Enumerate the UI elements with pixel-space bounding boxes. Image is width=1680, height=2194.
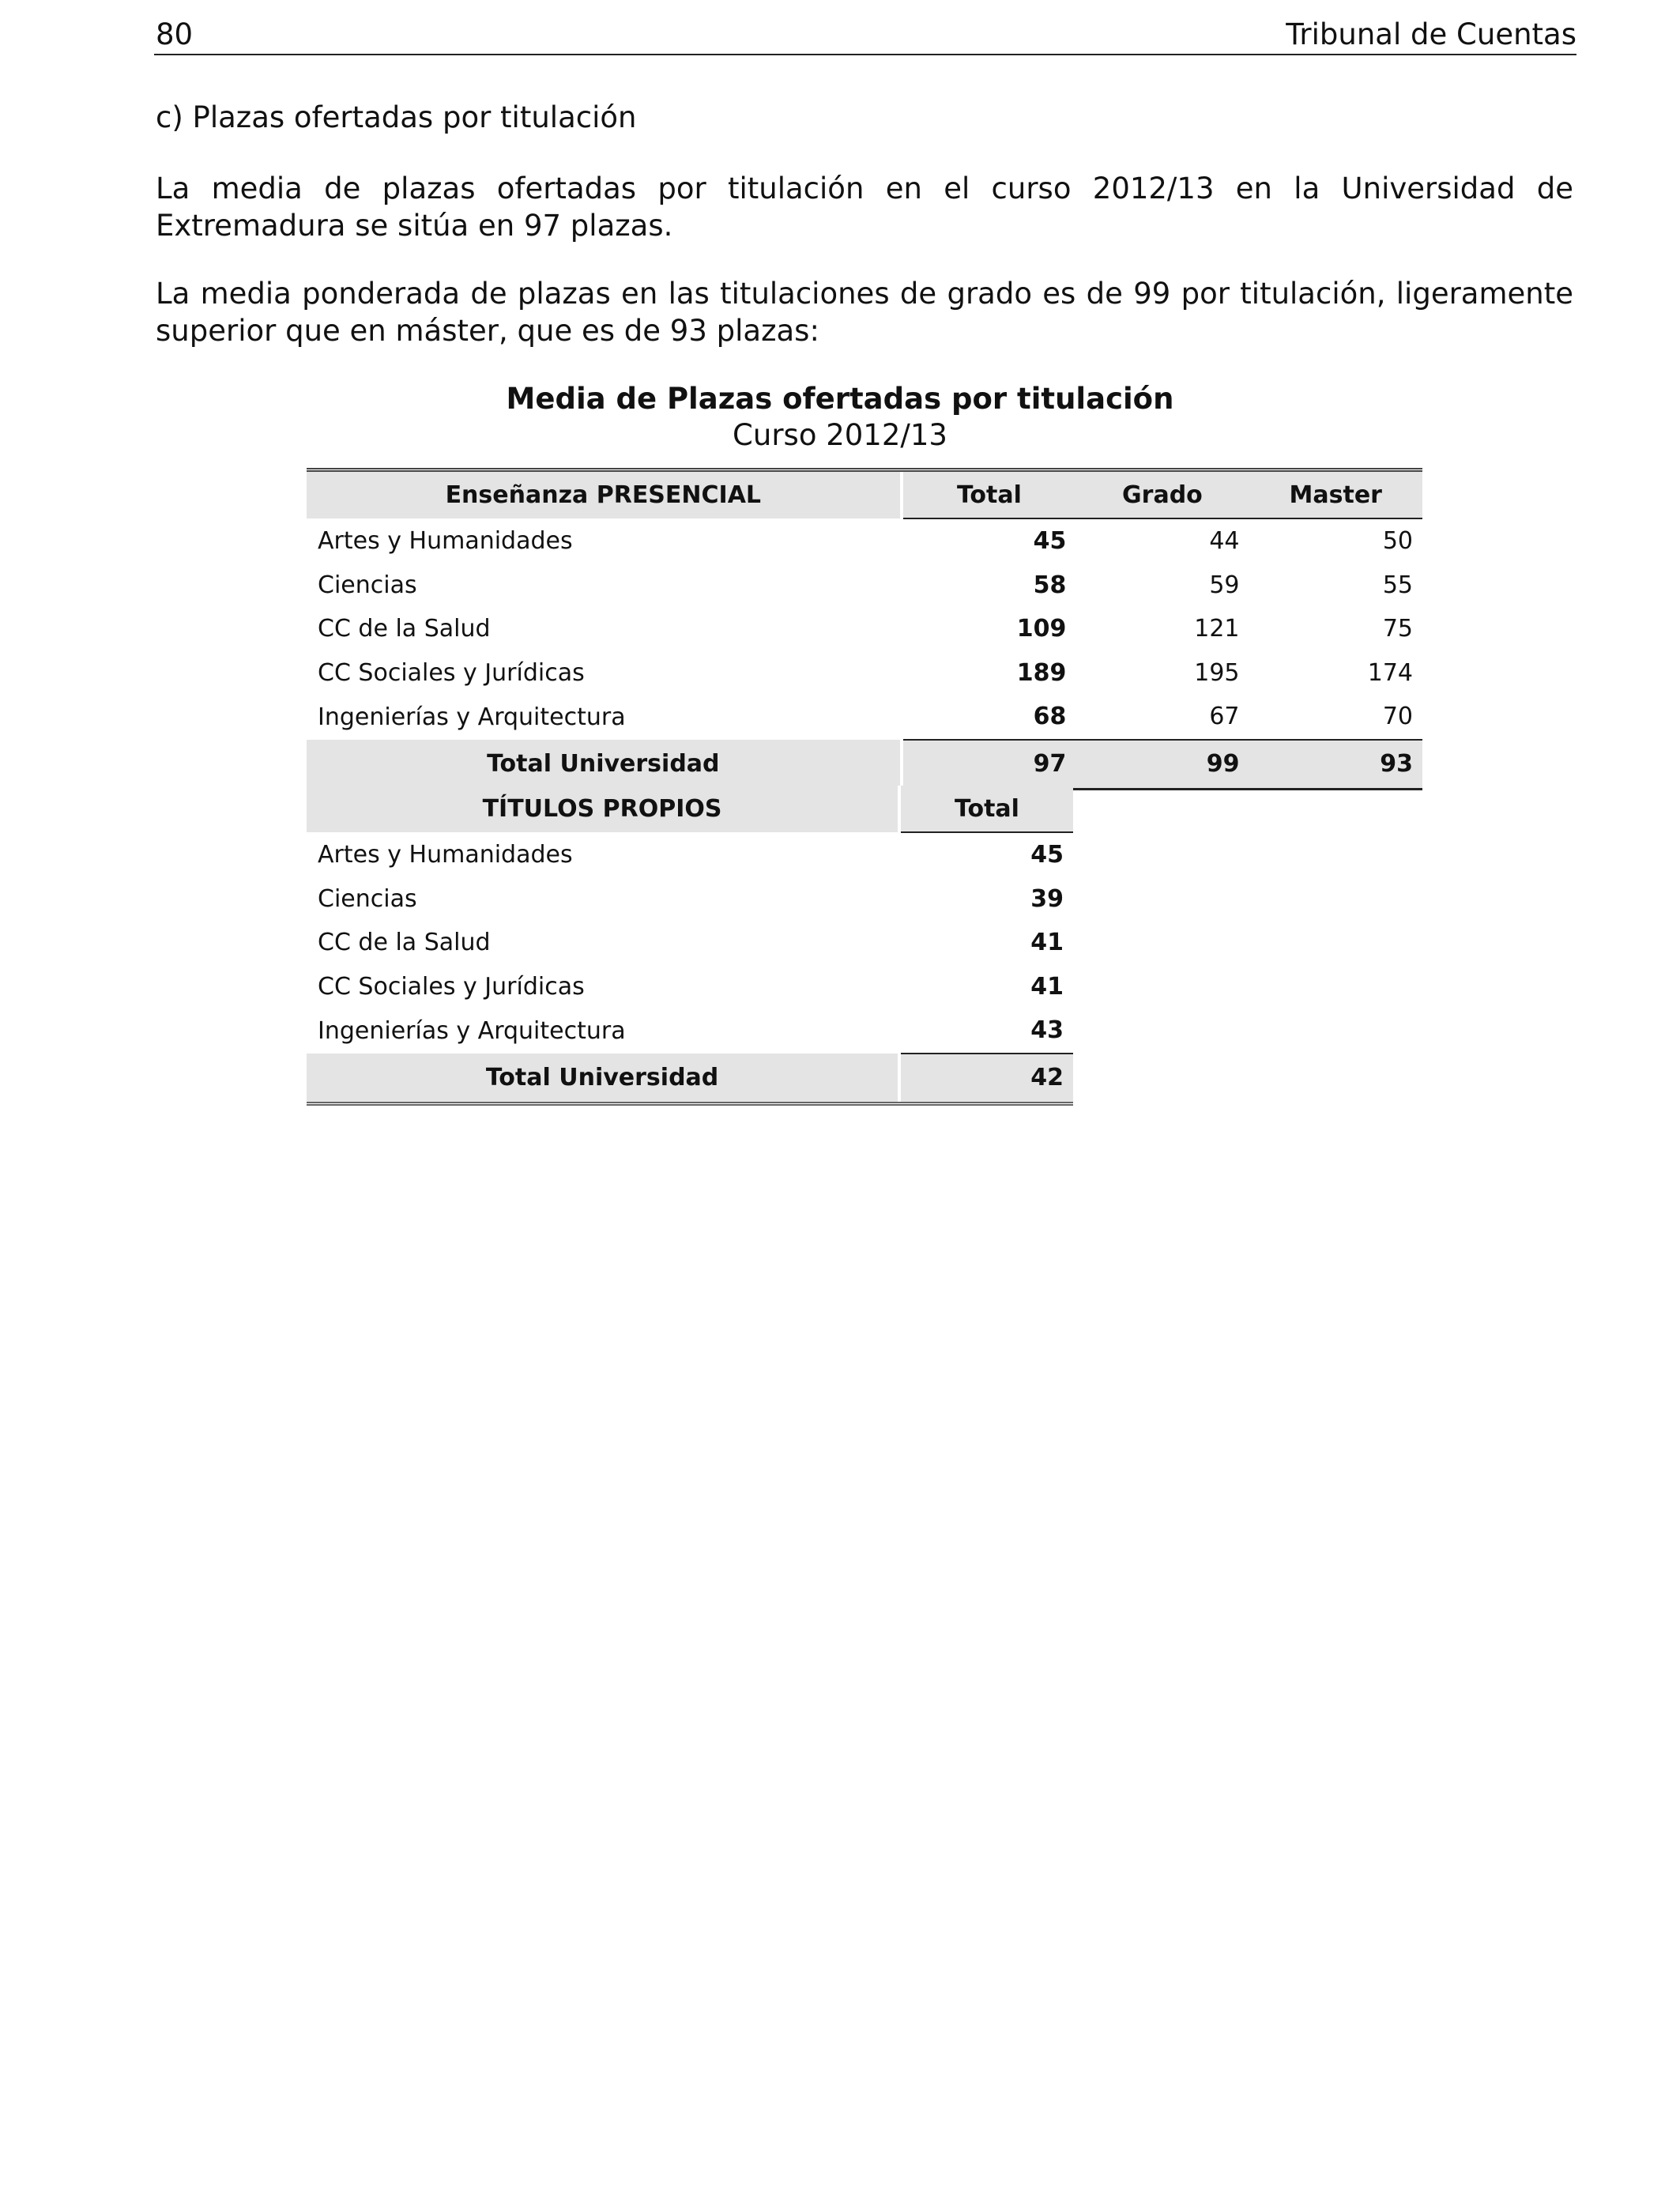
table-row — [307, 607, 1422, 651]
row-grado: 59 — [1209, 571, 1240, 599]
table-row — [307, 1008, 1073, 1054]
propios-header-total: Total — [901, 786, 1073, 832]
row-master: 50 — [1382, 527, 1413, 556]
table-row — [307, 651, 1422, 696]
row-total: 41 — [1030, 972, 1064, 1001]
paragraph-weighted-average: La media ponderada de plazas en las titulaciones de grado es de 99 por titulación, ligeramente superior que en máster, que es de 93 plazas: — [156, 277, 1573, 348]
row-total: 58 — [1033, 571, 1067, 599]
row-label: CC de la Salud — [318, 615, 491, 643]
page-header — [154, 16, 1576, 55]
row-master: 55 — [1382, 571, 1413, 599]
presencial-header-master: Master — [1249, 470, 1423, 519]
total-row-total: 97 — [903, 740, 1076, 790]
row-label: Ciencias — [318, 571, 417, 599]
row-grado: 44 — [1209, 527, 1240, 556]
total-row-total: 42 — [901, 1054, 1073, 1104]
row-total: 41 — [1030, 929, 1064, 957]
row-total: 189 — [1016, 658, 1067, 687]
total-row-label: Total Universidad — [307, 740, 900, 790]
presencial-table — [307, 468, 1422, 790]
propios-header-label: TÍTULOS PROPIOS — [307, 786, 898, 832]
table-row — [307, 832, 1073, 877]
presencial-header-total: Total — [903, 470, 1076, 519]
row-label: CC de la Salud — [318, 929, 491, 957]
table-row — [307, 921, 1073, 965]
presencial-total-row — [307, 740, 1422, 790]
row-label: Ingenierías y Arquitectura — [318, 1016, 626, 1045]
table-row — [307, 965, 1073, 1009]
row-label: CC Sociales y Jurídicas — [318, 972, 585, 1001]
row-total: 109 — [1016, 615, 1067, 643]
propios-table — [307, 786, 1073, 1106]
row-total: 43 — [1030, 1016, 1064, 1045]
row-total: 45 — [1030, 841, 1064, 869]
total-row-master: 93 — [1249, 740, 1423, 790]
row-label: Artes y Humanidades — [318, 526, 573, 555]
presencial-header-row — [307, 470, 1422, 519]
row-label: CC Sociales y Jurídicas — [318, 658, 585, 687]
header-organization: Tribunal de Cuentas — [1286, 17, 1576, 51]
row-master: 75 — [1382, 615, 1413, 643]
total-row-grado: 99 — [1075, 740, 1249, 790]
row-label: Artes y Humanidades — [318, 840, 573, 869]
page-number: 80 — [156, 17, 194, 51]
paragraph-average: La media de plazas ofertadas por titulación en el curso 2012/13 en la Universidad de Extremadura se sitúa en 97 plazas. — [156, 172, 1573, 243]
presencial-header-grado: Grado — [1075, 470, 1249, 519]
row-grado: 121 — [1194, 615, 1240, 643]
row-total: 68 — [1033, 703, 1067, 731]
table-subtitle: Curso 2012/13 — [733, 418, 947, 452]
table-row — [307, 564, 1422, 608]
presencial-header-label: Enseñanza PRESENCIAL — [307, 470, 900, 519]
propios-total-row — [307, 1054, 1073, 1104]
section-title: c) Plazas ofertadas por titulación — [156, 100, 637, 134]
row-master: 174 — [1367, 658, 1413, 687]
table-row — [307, 518, 1422, 564]
row-label: Ciencias — [318, 884, 417, 913]
row-grado: 195 — [1194, 658, 1240, 687]
table-title: Media de Plazas ofertadas por titulación — [506, 382, 1174, 416]
row-total: 39 — [1030, 884, 1064, 913]
row-label: Ingenierías y Arquitectura — [318, 703, 626, 731]
row-total: 45 — [1033, 527, 1067, 556]
total-row-label: Total Universidad — [307, 1054, 898, 1104]
propios-header-row — [307, 786, 1073, 832]
table-row — [307, 695, 1422, 740]
table-row — [307, 877, 1073, 922]
row-master: 70 — [1382, 703, 1413, 731]
row-grado: 67 — [1209, 703, 1240, 731]
